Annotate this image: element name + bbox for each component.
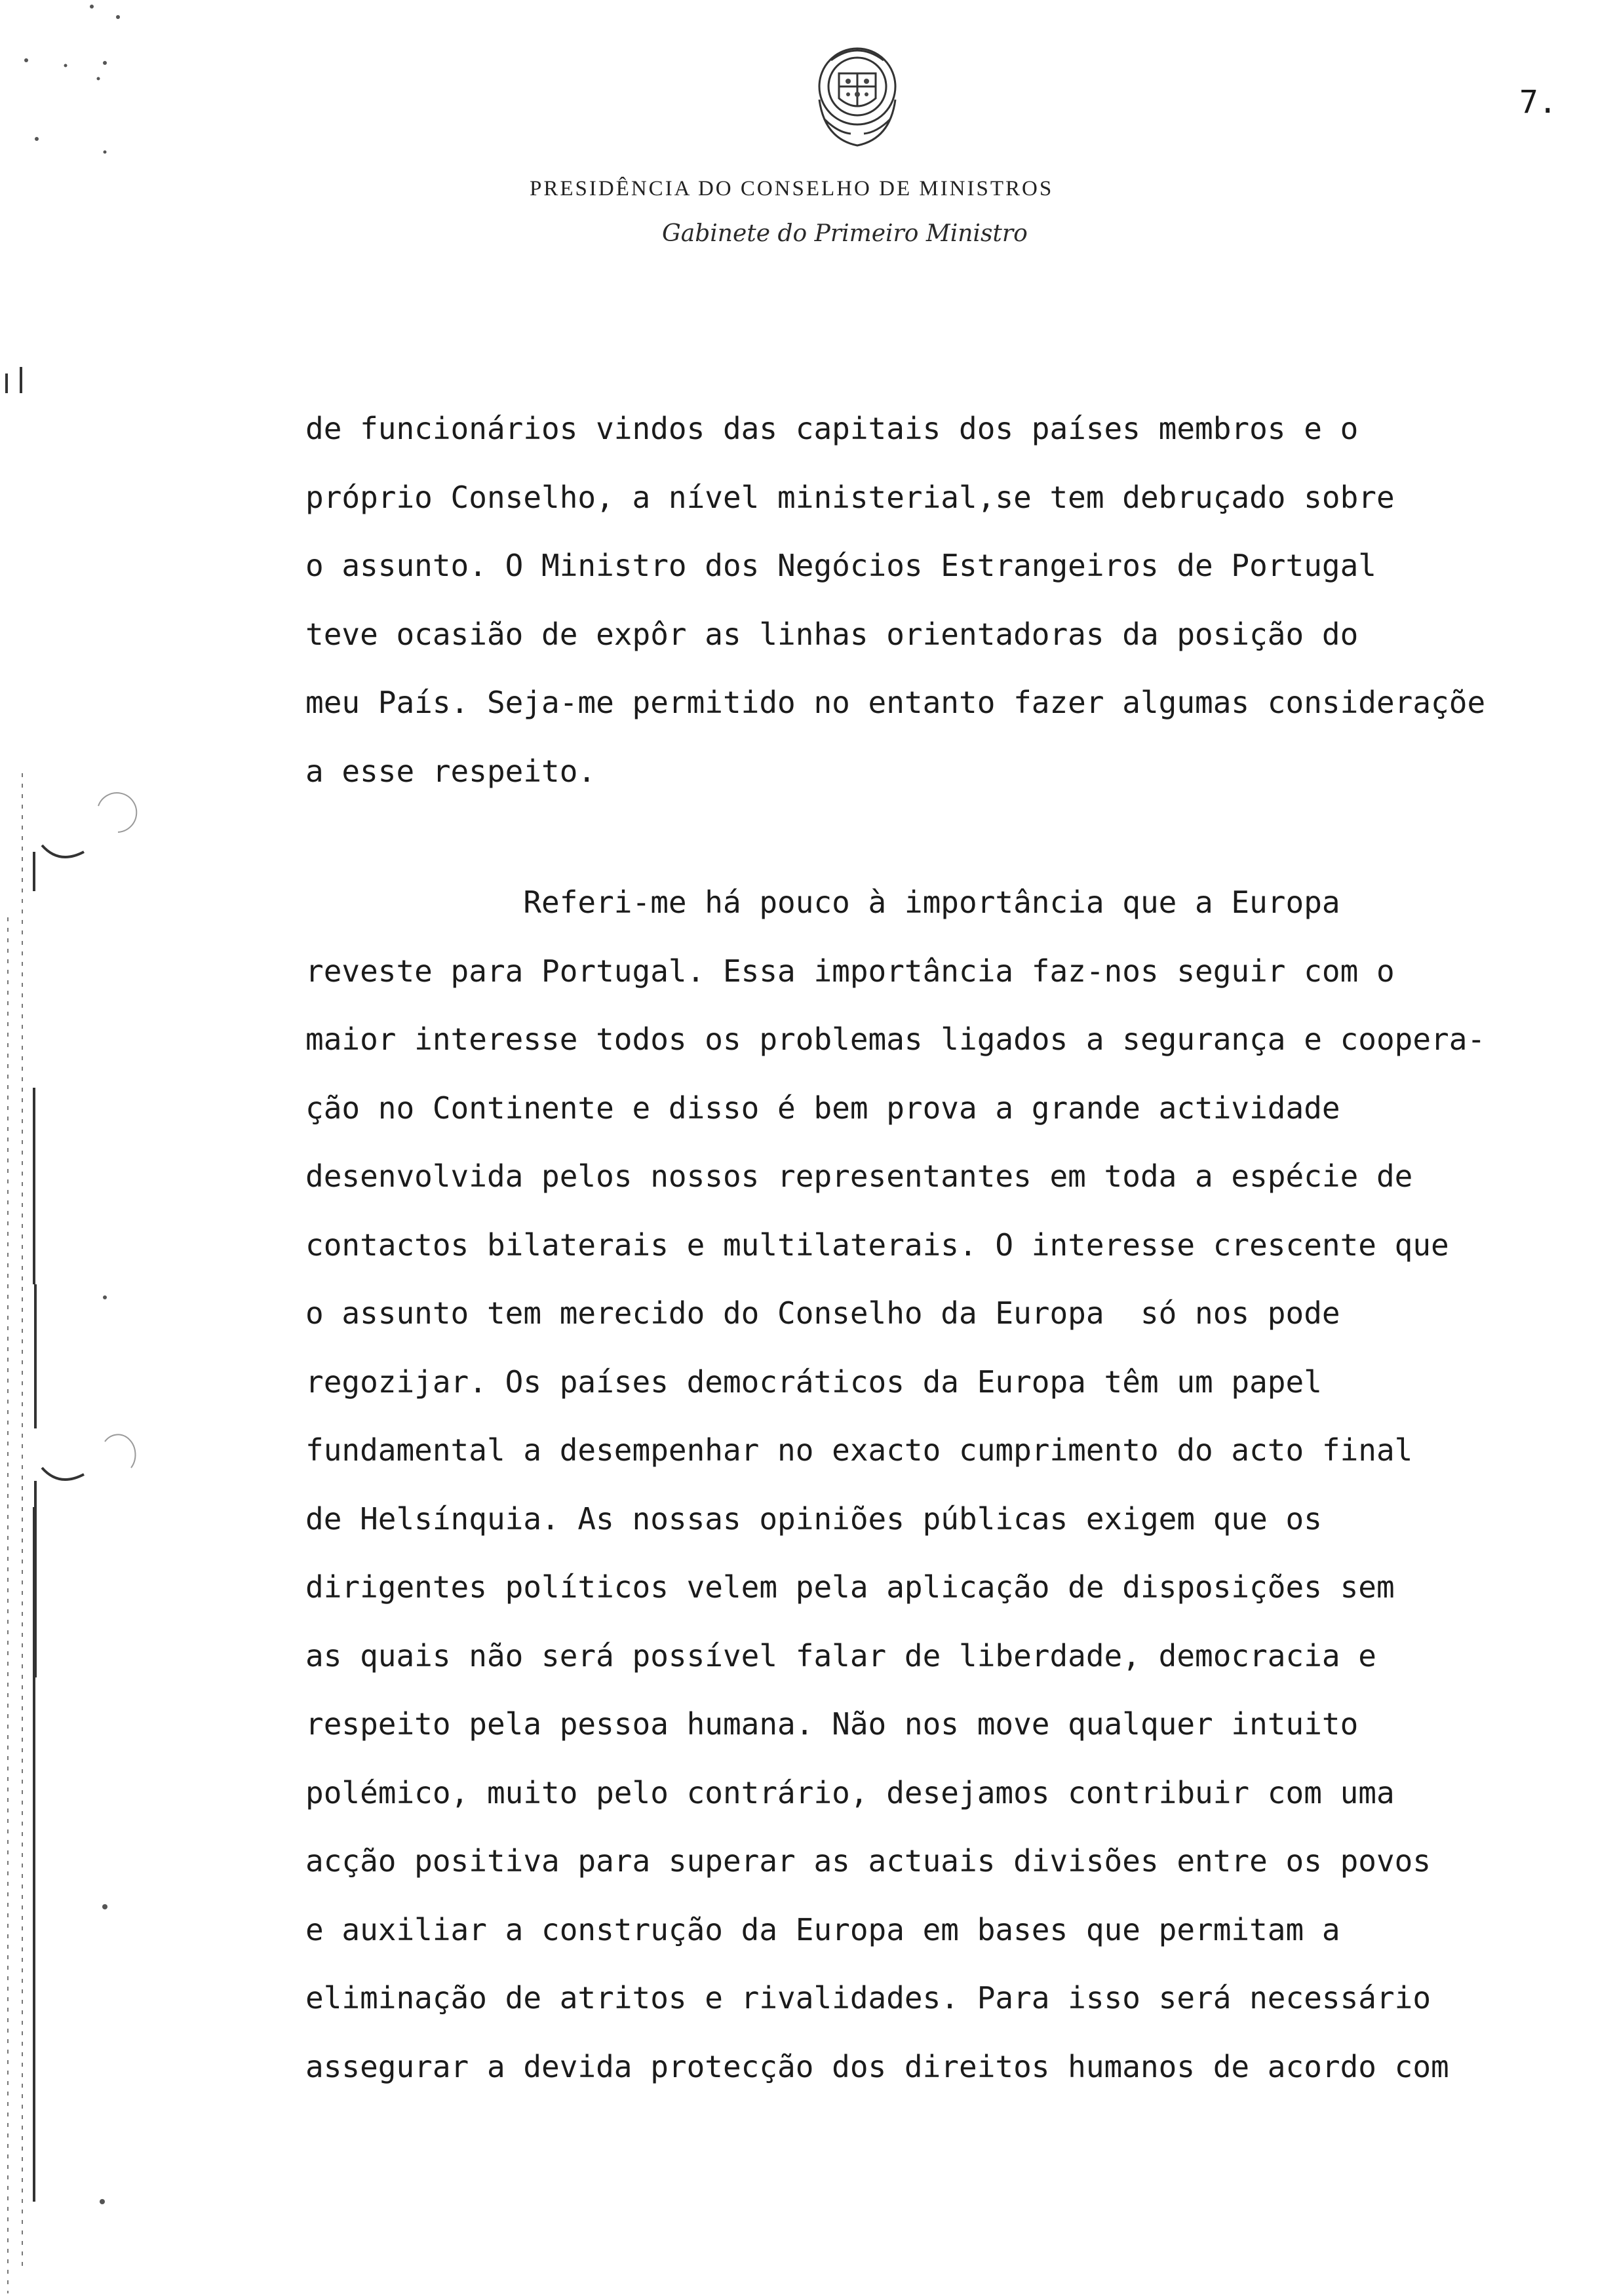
text-line: respeito pela pessoa humana. Não nos move qualquer intuito	[305, 1706, 1359, 1742]
text-line: dirigentes políticos velem pela aplicação de disposições sem	[305, 1569, 1395, 1605]
text-line: fundamental a desempenhar no exacto cumprimento do acto final	[305, 1432, 1413, 1468]
text-line: reveste para Portugal. Essa importância faz-nos seguir com o	[305, 953, 1395, 989]
coat-of-arms-seal-icon	[805, 41, 910, 153]
text-line: ção no Continente e disso é bem prova a grande actividade	[305, 1090, 1340, 1126]
text-line: as quais não será possível falar de liberdade, democracia e	[305, 1637, 1376, 1674]
text-line: de Helsínquia. As nossas opiniões públicas exigem que os	[305, 1501, 1322, 1537]
text-line: assegurar a devida protecção dos direitos humanos de acordo com	[305, 2048, 1449, 2084]
scan-margin-artifacts-icon	[0, 0, 170, 2296]
paragraph-gap	[305, 805, 1610, 868]
text-line: o assunto tem merecido do Conselho da Europa só nos pode	[305, 1295, 1340, 1331]
paragraph	[305, 394, 1610, 805]
text-line: e auxiliar a construção da Europa em bases que permitam a	[305, 1911, 1340, 1947]
text-line: eliminação de atritos e rivalidades. Para isso será necessário	[305, 1980, 1431, 2016]
text-line: de funcionários vindos das capitais dos países membros e o	[305, 411, 1359, 446]
letter-body	[305, 394, 1610, 2101]
text-line: regozijar. Os países democráticos da Europa têm um papel	[305, 1364, 1322, 1400]
text-line: meu País. Seja-me permitido no entanto fazer algumas consideraçõe	[305, 685, 1486, 720]
text-line: desenvolvida pelos nossos representantes em toda a espécie de	[305, 1158, 1413, 1194]
text-line: o assunto. O Ministro dos Negócios Estrangeiros de Portugal	[305, 548, 1376, 583]
paragraph	[305, 868, 1610, 2101]
office-name: PRESIDÊNCIA DO CONSELHO DE MINISTROS	[530, 177, 1054, 201]
page-number: 7.	[1519, 84, 1557, 121]
text-line: maior interesse todos os problemas ligados a segurança e coopera-	[305, 1022, 1486, 1057]
text-line: próprio Conselho, a nível ministerial,se tem debruçado sobre	[305, 479, 1395, 515]
text-line: contactos bilaterais e multilaterais. O interesse crescente que	[305, 1227, 1449, 1263]
office-subtitle: Gabinete do Primeiro Ministro	[662, 220, 1028, 247]
text-line: acção positiva para superar as actuais divisões entre os povos	[305, 1843, 1431, 1879]
text-line: teve ocasião de expôr as linhas orientadoras da posição do	[305, 616, 1359, 652]
text-line: polémico, muito pelo contrário, desejamos contribuir com uma	[305, 1774, 1395, 1810]
text-line: Referi-me há pouco à importância que a Europa	[305, 885, 1340, 920]
text-line: a esse respeito.	[305, 753, 596, 789]
